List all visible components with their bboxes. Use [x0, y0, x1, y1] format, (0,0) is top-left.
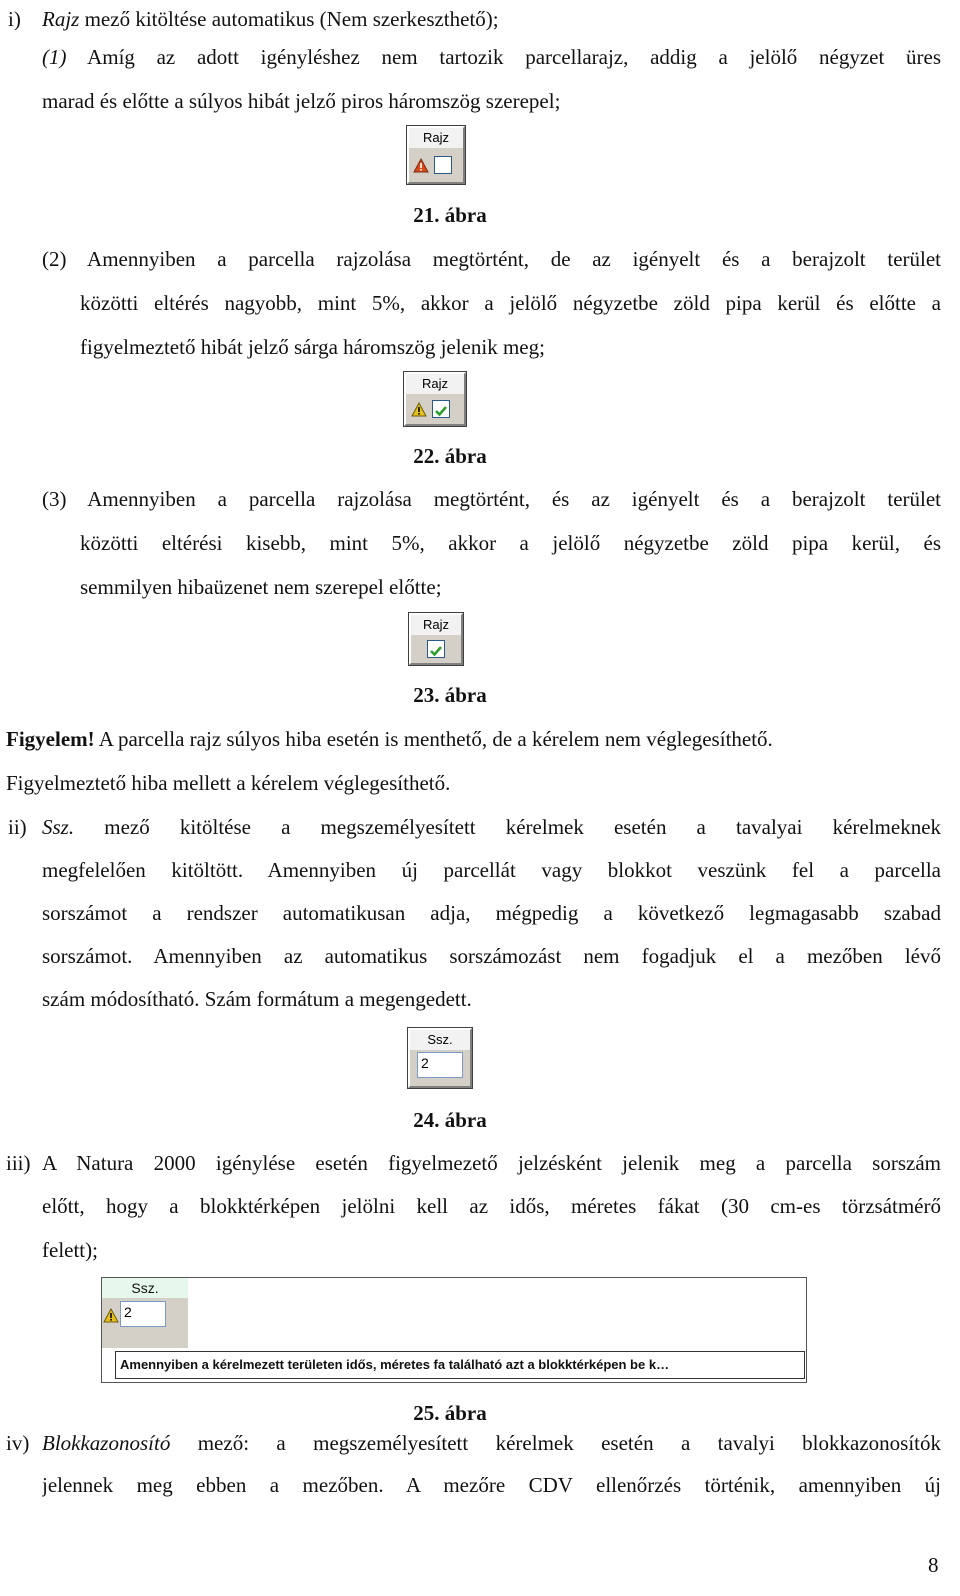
figure-24-caption: 24. ábra: [413, 1108, 487, 1132]
ssz-field-name: Ssz.: [42, 815, 75, 839]
item-ii-label: ii): [8, 815, 27, 839]
rajz-header: Rajz: [411, 615, 461, 635]
green-check-icon: [428, 643, 444, 659]
figure-25-frame: [101, 1277, 807, 1383]
iii-line1: A Natura 2000 igénylése esetén figyelmezető jelzésként jelenik meg a parcella sorszám: [42, 1151, 941, 1175]
iii-line2: előtt, hogy a blokktérképen jelölni kell az idős, méretes fákat (30 cm-es törzsátmérő: [42, 1194, 941, 1218]
yellow-warning-icon: [411, 402, 427, 417]
ii-line2: megfelelően kitöltött. Amennyiben új parcellát vagy blokkot veszünk fel a parcella: [42, 858, 941, 882]
iv-line2: jelennek meg ebben a mezőben. A mezőre CDV ellenőrzés történik, amennyiben új: [42, 1473, 941, 1497]
ssz-input[interactable]: 2: [120, 1301, 166, 1327]
yellow-warning-icon: [103, 1308, 119, 1323]
ii-line3: sorszámot a rendszer automatikusan adja, mégpedig a következő legmagasabb szabad: [42, 901, 941, 925]
sub3-line2: közötti eltérési kisebb, mint 5%, akkor a jelölő négyzetbe zöld pipa kerül, és: [80, 531, 941, 555]
item-i-description: mező kitöltése automatikus (Nem szerkeszthető);: [84, 7, 499, 31]
item-iii-label: iii): [6, 1151, 31, 1175]
rajz-checkbox-checked[interactable]: [427, 640, 445, 658]
figure-22-rajz-widget: [404, 372, 466, 426]
sub2-line1: (2) Amennyiben a parcella rajzolása megtörtént, de az igényelt és a berajzolt terület: [42, 247, 941, 271]
figure-23-rajz-widget: [409, 613, 463, 665]
sub3-line3: semmilyen hibaüzenet nem szerepel előtte;: [80, 575, 442, 599]
figure-23-caption: 23. ábra: [413, 683, 487, 707]
warning-line1: Figyelem! A parcella rajz súlyos hiba esetén is menthető, de a kérelem nem véglegesíthető.: [6, 727, 773, 751]
rajz-checkbox-checked[interactable]: [432, 400, 450, 418]
iii-line3: felett);: [42, 1238, 98, 1262]
page-number: 8: [928, 1553, 939, 1577]
item-i-label: i): [8, 7, 21, 31]
figure-21-rajz-widget: [407, 126, 465, 184]
sub2-line3: figyelmeztető hibát jelző sárga háromszög jelenik meg;: [80, 335, 545, 359]
warning-label: Figyelem!: [6, 727, 95, 751]
ssz-header: Ssz.: [102, 1278, 188, 1298]
warning-line2: Figyelmeztető hiba mellett a kérelem véglegesíthető.: [6, 771, 451, 795]
rajz-field-name: Rajz: [42, 7, 80, 31]
sub2-line2: közötti eltérés nagyobb, mint 5%, akkor a jelölő négyzetbe zöld pipa kerül és előtte a: [80, 291, 941, 315]
item-i-text: [42, 6, 499, 32]
rajz-header: Rajz: [406, 374, 464, 394]
figure-22-caption: 22. ábra: [413, 444, 487, 468]
ii-line1: Ssz. mező kitöltése a megszemélyesített kérelmek esetén a tavalyai kérelmeknek: [42, 815, 941, 839]
red-warning-icon: [413, 158, 429, 173]
natura-warning-tooltip: Amennyiben a kérelmezett területen idős, méretes fa található azt a blokktérképen be k…: [115, 1351, 805, 1379]
sub1-line1: (1) Amíg az adott igényléshez nem tartozik parcellarajz, addig a jelölő négyzet üres: [42, 45, 941, 69]
blokkazonosito-field-name: Blokkazonosító: [42, 1431, 171, 1455]
sub1-line2: marad és előtte a súlyos hibát jelző piros háromszög szerepel;: [42, 89, 561, 113]
green-check-icon: [433, 403, 449, 419]
figure-24-ssz-widget: [408, 1028, 472, 1088]
iv-line1: Blokkazonosító mező: a megszemélyesített kérelmek esetén a tavalyi blokkazonosítók: [42, 1431, 941, 1455]
sub3-line1: (3) Amennyiben a parcella rajzolása megtörtént, és az igényelt és a berajzolt terület: [42, 487, 941, 511]
rajz-header: Rajz: [409, 128, 463, 148]
item-iv-label: iv): [6, 1431, 30, 1455]
ssz-header: Ssz.: [410, 1030, 470, 1050]
sub1-number: (1): [42, 45, 67, 69]
figure-25-caption: 25. ábra: [413, 1401, 487, 1425]
ssz-column: [102, 1278, 188, 1348]
ssz-input[interactable]: 2: [417, 1052, 463, 1078]
rajz-checkbox[interactable]: [434, 156, 452, 174]
figure-21-caption: 21. ábra: [413, 203, 487, 227]
ii-line5: szám módosítható. Szám formátum a megengedett.: [42, 987, 472, 1011]
ii-line4: sorszámot. Amennyiben az automatikus sorszámozást nem fogadjuk el a mezőben lévő: [42, 944, 941, 968]
